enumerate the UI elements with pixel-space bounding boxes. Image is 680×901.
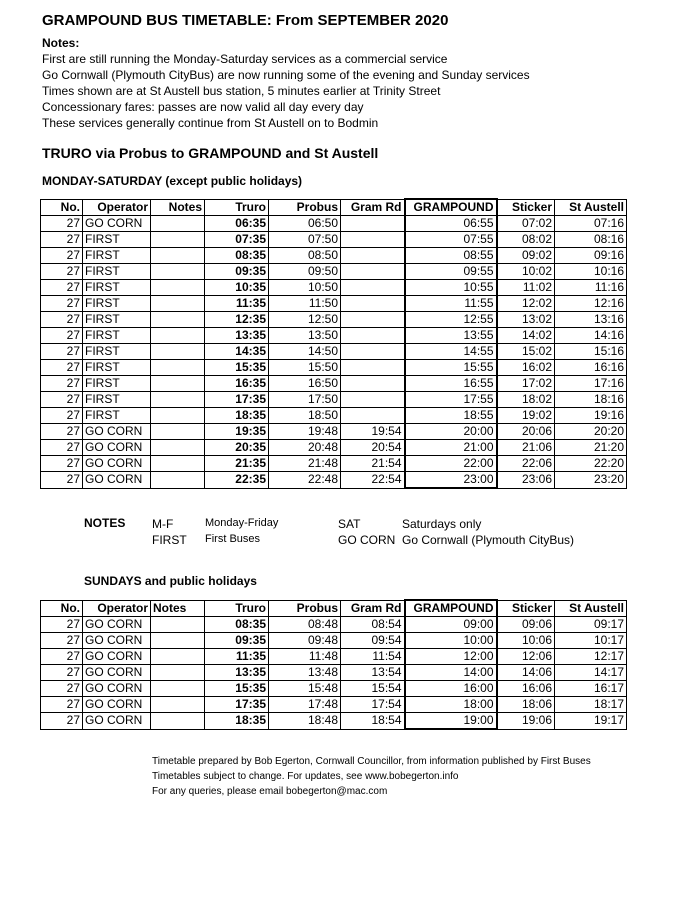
sticker-time-cell: 09:02 xyxy=(497,248,555,264)
footer xyxy=(152,754,591,799)
gram-rd-time-cell: 20:54 xyxy=(341,440,405,456)
st-austell-time-cell: 13:16 xyxy=(555,312,627,328)
operator-cell: FIRST xyxy=(83,280,151,296)
notes-cell xyxy=(151,633,205,649)
operator-cell: GO CORN xyxy=(83,649,151,665)
sticker-time-cell: 14:02 xyxy=(497,328,555,344)
table-row xyxy=(41,649,627,665)
operator-cell: GO CORN xyxy=(83,665,151,681)
col-header-truro: Truro xyxy=(205,600,269,617)
mon-sat-timetable xyxy=(40,198,627,489)
operator-cell: GO CORN xyxy=(83,713,151,730)
st-austell-time-cell: 08:16 xyxy=(555,232,627,248)
probus-time-cell: 16:50 xyxy=(269,376,341,392)
sticker-time-cell: 12:06 xyxy=(497,649,555,665)
truro-time-cell: 07:35 xyxy=(205,232,269,248)
key-desc-first: First Buses xyxy=(205,533,261,545)
route-no-cell: 27 xyxy=(41,312,83,328)
st-austell-time-cell: 10:16 xyxy=(555,264,627,280)
operator-cell: FIRST xyxy=(83,312,151,328)
gram-rd-time-cell: 15:54 xyxy=(341,681,405,697)
table-row xyxy=(41,697,627,713)
route-title: TRURO via Probus to GRAMPOUND and St Austell xyxy=(42,145,379,161)
gram-rd-time-cell xyxy=(341,280,405,296)
table-row xyxy=(41,360,627,376)
route-no-cell: 27 xyxy=(41,681,83,697)
route-no-cell: 27 xyxy=(41,360,83,376)
table-row xyxy=(41,456,627,472)
sticker-time-cell: 10:06 xyxy=(497,633,555,649)
key-code-first: FIRST xyxy=(152,533,187,547)
notes-cell xyxy=(151,649,205,665)
probus-time-cell: 18:50 xyxy=(269,408,341,424)
probus-time-cell: 13:50 xyxy=(269,328,341,344)
table-row xyxy=(41,472,627,489)
gram-rd-time-cell xyxy=(341,216,405,232)
grampound-time-cell: 18:55 xyxy=(405,408,497,424)
operator-cell: GO CORN xyxy=(83,681,151,697)
sticker-time-cell: 15:02 xyxy=(497,344,555,360)
st-austell-time-cell: 09:17 xyxy=(555,617,627,633)
st-austell-time-cell: 14:16 xyxy=(555,328,627,344)
grampound-time-cell: 09:00 xyxy=(405,617,497,633)
operator-cell: GO CORN xyxy=(83,697,151,713)
st-austell-time-cell: 09:16 xyxy=(555,248,627,264)
col-header-truro: Truro xyxy=(205,199,269,216)
key-heading: NOTES xyxy=(84,516,126,530)
route-no-cell: 27 xyxy=(41,456,83,472)
grampound-time-cell: 13:55 xyxy=(405,328,497,344)
route-no-cell: 27 xyxy=(41,617,83,633)
table-row xyxy=(41,440,627,456)
probus-time-cell: 18:48 xyxy=(269,713,341,730)
operator-cell: GO CORN xyxy=(83,617,151,633)
sticker-time-cell: 21:06 xyxy=(497,440,555,456)
grampound-time-cell: 06:55 xyxy=(405,216,497,232)
truro-time-cell: 16:35 xyxy=(205,376,269,392)
grampound-time-cell: 10:55 xyxy=(405,280,497,296)
sticker-time-cell: 10:02 xyxy=(497,264,555,280)
probus-time-cell: 09:50 xyxy=(269,264,341,280)
operator-cell: FIRST xyxy=(83,296,151,312)
table-row xyxy=(41,424,627,440)
notes-heading: Notes: xyxy=(42,36,80,50)
probus-time-cell: 17:50 xyxy=(269,392,341,408)
key-code-gocorn: GO CORN xyxy=(338,533,396,547)
probus-time-cell: 07:50 xyxy=(269,232,341,248)
note-line: Times shown are at St Austell bus station, 5 minutes earlier at Trinity Street xyxy=(42,84,441,98)
grampound-time-cell: 09:55 xyxy=(405,264,497,280)
grampound-time-cell: 12:55 xyxy=(405,312,497,328)
gram-rd-time-cell xyxy=(341,248,405,264)
gram-rd-time-cell xyxy=(341,232,405,248)
note-line: Go Cornwall (Plymouth CityBus) are now running some of the evening and Sunday services xyxy=(42,68,530,82)
gram-rd-time-cell: 08:54 xyxy=(341,617,405,633)
probus-time-cell: 21:48 xyxy=(269,456,341,472)
table-row xyxy=(41,681,627,697)
st-austell-time-cell: 14:17 xyxy=(555,665,627,681)
truro-time-cell: 09:35 xyxy=(205,264,269,280)
operator-cell: FIRST xyxy=(83,360,151,376)
table-row xyxy=(41,633,627,649)
grampound-time-cell: 16:55 xyxy=(405,376,497,392)
col-header-gram-rd: Gram Rd xyxy=(341,600,405,617)
operator-cell: FIRST xyxy=(83,232,151,248)
probus-time-cell: 14:50 xyxy=(269,344,341,360)
sticker-time-cell: 16:02 xyxy=(497,360,555,376)
probus-time-cell: 10:50 xyxy=(269,280,341,296)
probus-time-cell: 09:48 xyxy=(269,633,341,649)
col-header-gram-rd: Gram Rd xyxy=(341,199,405,216)
grampound-time-cell: 19:00 xyxy=(405,713,497,730)
st-austell-time-cell: 21:20 xyxy=(555,440,627,456)
footer-credit: Timetable prepared by Bob Egerton, Cornwall Councillor, from information published by First Buses xyxy=(152,756,591,767)
route-no-cell: 27 xyxy=(41,665,83,681)
probus-time-cell: 11:48 xyxy=(269,649,341,665)
col-header-sticker: Sticker xyxy=(497,199,555,216)
truro-time-cell: 13:35 xyxy=(205,665,269,681)
truro-time-cell: 15:35 xyxy=(205,360,269,376)
st-austell-time-cell: 19:16 xyxy=(555,408,627,424)
route-no-cell: 27 xyxy=(41,264,83,280)
route-no-cell: 27 xyxy=(41,248,83,264)
gram-rd-time-cell: 17:54 xyxy=(341,697,405,713)
gram-rd-time-cell xyxy=(341,264,405,280)
truro-time-cell: 09:35 xyxy=(205,633,269,649)
gram-rd-time-cell: 19:54 xyxy=(341,424,405,440)
mon-sat-heading: MONDAY-SATURDAY (except public holidays) xyxy=(42,174,303,188)
grampound-time-cell: 22:00 xyxy=(405,456,497,472)
truro-time-cell: 10:35 xyxy=(205,280,269,296)
table-row xyxy=(41,713,627,730)
operator-cell: FIRST xyxy=(83,264,151,280)
grampound-time-cell: 11:55 xyxy=(405,296,497,312)
route-no-cell: 27 xyxy=(41,216,83,232)
probus-time-cell: 12:50 xyxy=(269,312,341,328)
truro-time-cell: 21:35 xyxy=(205,456,269,472)
table-row xyxy=(41,264,627,280)
gram-rd-time-cell: 18:54 xyxy=(341,713,405,730)
gram-rd-time-cell: 21:54 xyxy=(341,456,405,472)
grampound-time-cell: 08:55 xyxy=(405,248,497,264)
probus-time-cell: 15:50 xyxy=(269,360,341,376)
st-austell-time-cell: 10:17 xyxy=(555,633,627,649)
notes-cell xyxy=(151,697,205,713)
col-header-grampound: GRAMPOUND xyxy=(405,600,497,617)
gram-rd-time-cell xyxy=(341,360,405,376)
notes-cell xyxy=(151,617,205,633)
table-row xyxy=(41,312,627,328)
route-no-cell: 27 xyxy=(41,328,83,344)
notes-cell xyxy=(151,360,205,376)
notes-cell xyxy=(151,296,205,312)
notes-cell xyxy=(151,376,205,392)
route-no-cell: 27 xyxy=(41,376,83,392)
route-no-cell: 27 xyxy=(41,344,83,360)
col-header-probus: Probus xyxy=(269,199,341,216)
truro-time-cell: 11:35 xyxy=(205,296,269,312)
col-header-probus: Probus xyxy=(269,600,341,617)
header-row xyxy=(41,199,627,216)
col-header-grampound: GRAMPOUND xyxy=(405,199,497,216)
grampound-time-cell: 10:00 xyxy=(405,633,497,649)
table-row xyxy=(41,296,627,312)
notes-cell xyxy=(151,440,205,456)
gram-rd-time-cell xyxy=(341,344,405,360)
grampound-time-cell: 14:00 xyxy=(405,665,497,681)
route-no-cell: 27 xyxy=(41,408,83,424)
operator-cell: FIRST xyxy=(83,376,151,392)
key-desc-gocorn: Go Cornwall (Plymouth CityBus) xyxy=(402,533,575,547)
grampound-time-cell: 15:55 xyxy=(405,360,497,376)
truro-time-cell: 06:35 xyxy=(205,216,269,232)
truro-time-cell: 18:35 xyxy=(205,713,269,730)
gram-rd-time-cell xyxy=(341,376,405,392)
notes-cell xyxy=(151,232,205,248)
sticker-time-cell: 19:06 xyxy=(497,713,555,730)
footer-updates: Timetables subject to change. For updates, see www.bobegerton.info xyxy=(152,771,459,782)
route-no-cell: 27 xyxy=(41,424,83,440)
st-austell-time-cell: 17:16 xyxy=(555,376,627,392)
st-austell-time-cell: 16:16 xyxy=(555,360,627,376)
header-row xyxy=(41,600,627,617)
notes-cell xyxy=(151,408,205,424)
notes-cell xyxy=(151,424,205,440)
sticker-time-cell: 14:06 xyxy=(497,665,555,681)
col-header-no: No. xyxy=(41,199,83,216)
notes-cell xyxy=(151,312,205,328)
table-row xyxy=(41,392,627,408)
route-no-cell: 27 xyxy=(41,280,83,296)
table-row xyxy=(41,232,627,248)
table-row xyxy=(41,617,627,633)
probus-time-cell: 17:48 xyxy=(269,697,341,713)
st-austell-time-cell: 23:20 xyxy=(555,472,627,489)
sticker-time-cell: 17:02 xyxy=(497,376,555,392)
probus-time-cell: 06:50 xyxy=(269,216,341,232)
notes-cell xyxy=(151,456,205,472)
st-austell-time-cell: 18:17 xyxy=(555,697,627,713)
table-row xyxy=(41,280,627,296)
sticker-time-cell: 09:06 xyxy=(497,617,555,633)
notes-cell xyxy=(151,280,205,296)
key-desc-sat: Saturdays only xyxy=(402,517,482,531)
operator-cell: GO CORN xyxy=(83,633,151,649)
notes-cell xyxy=(151,216,205,232)
sunday-heading: SUNDAYS and public holidays xyxy=(84,574,257,588)
key-code-mf: M-F xyxy=(152,517,174,531)
key-code-sat: SAT xyxy=(338,517,361,531)
grampound-time-cell: 21:00 xyxy=(405,440,497,456)
sticker-time-cell: 07:02 xyxy=(497,216,555,232)
route-no-cell: 27 xyxy=(41,392,83,408)
sticker-time-cell: 20:06 xyxy=(497,424,555,440)
operator-cell: GO CORN xyxy=(83,216,151,232)
gram-rd-time-cell xyxy=(341,312,405,328)
col-header-sticker: Sticker xyxy=(497,600,555,617)
st-austell-time-cell: 16:17 xyxy=(555,681,627,697)
truro-time-cell: 15:35 xyxy=(205,681,269,697)
gram-rd-time-cell: 11:54 xyxy=(341,649,405,665)
gram-rd-time-cell xyxy=(341,392,405,408)
sticker-time-cell: 08:02 xyxy=(497,232,555,248)
operator-cell: FIRST xyxy=(83,408,151,424)
st-austell-time-cell: 11:16 xyxy=(555,280,627,296)
table-row xyxy=(41,328,627,344)
truro-time-cell: 12:35 xyxy=(205,312,269,328)
truro-time-cell: 22:35 xyxy=(205,472,269,489)
operator-cell: FIRST xyxy=(83,328,151,344)
gram-rd-time-cell: 22:54 xyxy=(341,472,405,489)
gram-rd-time-cell xyxy=(341,296,405,312)
table-row xyxy=(41,665,627,681)
col-header-st-austell: St Austell xyxy=(555,600,627,617)
probus-time-cell: 08:50 xyxy=(269,248,341,264)
sticker-time-cell: 19:02 xyxy=(497,408,555,424)
truro-time-cell: 17:35 xyxy=(205,697,269,713)
page-title: GRAMPOUND BUS TIMETABLE: From SEPTEMBER 2020 xyxy=(42,12,449,29)
sticker-time-cell: 18:02 xyxy=(497,392,555,408)
col-header-notes: Notes xyxy=(151,600,205,617)
note-line: These services generally continue from St Austell on to Bodmin xyxy=(42,116,379,130)
truro-time-cell: 17:35 xyxy=(205,392,269,408)
grampound-time-cell: 16:00 xyxy=(405,681,497,697)
route-no-cell: 27 xyxy=(41,713,83,730)
col-header-notes: Notes xyxy=(151,199,205,216)
grampound-time-cell: 14:55 xyxy=(405,344,497,360)
notes-list xyxy=(42,51,530,131)
table-row xyxy=(41,216,627,232)
truro-time-cell: 14:35 xyxy=(205,344,269,360)
sticker-time-cell: 18:06 xyxy=(497,697,555,713)
sticker-time-cell: 22:06 xyxy=(497,456,555,472)
probus-time-cell: 22:48 xyxy=(269,472,341,489)
operator-cell: GO CORN xyxy=(83,456,151,472)
probus-time-cell: 11:50 xyxy=(269,296,341,312)
operator-cell: FIRST xyxy=(83,344,151,360)
notes-cell xyxy=(151,264,205,280)
operator-cell: FIRST xyxy=(83,248,151,264)
st-austell-time-cell: 12:17 xyxy=(555,649,627,665)
sticker-time-cell: 16:06 xyxy=(497,681,555,697)
sticker-time-cell: 11:02 xyxy=(497,280,555,296)
key-desc-mf: Monday-Friday xyxy=(205,517,279,529)
grampound-time-cell: 20:00 xyxy=(405,424,497,440)
operator-cell: GO CORN xyxy=(83,440,151,456)
gram-rd-time-cell: 09:54 xyxy=(341,633,405,649)
notes-cell xyxy=(151,665,205,681)
notes-cell xyxy=(151,472,205,489)
route-no-cell: 27 xyxy=(41,697,83,713)
notes-cell xyxy=(151,344,205,360)
note-line: First are still running the Monday-Saturday services as a commercial service xyxy=(42,52,448,66)
probus-time-cell: 19:48 xyxy=(269,424,341,440)
route-no-cell: 27 xyxy=(41,649,83,665)
sticker-time-cell: 13:02 xyxy=(497,312,555,328)
st-austell-time-cell: 20:20 xyxy=(555,424,627,440)
gram-rd-time-cell xyxy=(341,328,405,344)
truro-time-cell: 08:35 xyxy=(205,248,269,264)
sticker-time-cell: 23:06 xyxy=(497,472,555,489)
st-austell-time-cell: 12:16 xyxy=(555,296,627,312)
notes-cell xyxy=(151,248,205,264)
st-austell-time-cell: 15:16 xyxy=(555,344,627,360)
note-line: Concessionary fares: passes are now valid all day every day xyxy=(42,100,364,114)
route-no-cell: 27 xyxy=(41,633,83,649)
route-no-cell: 27 xyxy=(41,472,83,489)
grampound-time-cell: 23:00 xyxy=(405,472,497,489)
probus-time-cell: 20:48 xyxy=(269,440,341,456)
col-header-operator: Operator xyxy=(83,199,151,216)
notes-cell xyxy=(151,392,205,408)
truro-time-cell: 08:35 xyxy=(205,617,269,633)
col-header-st-austell: St Austell xyxy=(555,199,627,216)
sticker-time-cell: 12:02 xyxy=(497,296,555,312)
table-row xyxy=(41,344,627,360)
route-no-cell: 27 xyxy=(41,232,83,248)
truro-time-cell: 19:35 xyxy=(205,424,269,440)
route-no-cell: 27 xyxy=(41,296,83,312)
notes-cell xyxy=(151,328,205,344)
probus-time-cell: 15:48 xyxy=(269,681,341,697)
col-header-no: No. xyxy=(41,600,83,617)
truro-time-cell: 13:35 xyxy=(205,328,269,344)
operator-cell: GO CORN xyxy=(83,424,151,440)
grampound-time-cell: 12:00 xyxy=(405,649,497,665)
operator-cell: FIRST xyxy=(83,392,151,408)
notes-cell xyxy=(151,681,205,697)
gram-rd-time-cell: 13:54 xyxy=(341,665,405,681)
st-austell-time-cell: 22:20 xyxy=(555,456,627,472)
notes-cell xyxy=(151,713,205,730)
truro-time-cell: 18:35 xyxy=(205,408,269,424)
col-header-operator: Operator xyxy=(83,600,151,617)
operator-cell: GO CORN xyxy=(83,472,151,489)
grampound-time-cell: 07:55 xyxy=(405,232,497,248)
st-austell-time-cell: 18:16 xyxy=(555,392,627,408)
truro-time-cell: 20:35 xyxy=(205,440,269,456)
gram-rd-time-cell xyxy=(341,408,405,424)
st-austell-time-cell: 19:17 xyxy=(555,713,627,730)
table-row xyxy=(41,376,627,392)
probus-time-cell: 13:48 xyxy=(269,665,341,681)
probus-time-cell: 08:48 xyxy=(269,617,341,633)
route-no-cell: 27 xyxy=(41,440,83,456)
truro-time-cell: 11:35 xyxy=(205,649,269,665)
table-row xyxy=(41,248,627,264)
grampound-time-cell: 17:55 xyxy=(405,392,497,408)
sunday-timetable xyxy=(40,599,627,730)
st-austell-time-cell: 07:16 xyxy=(555,216,627,232)
grampound-time-cell: 18:00 xyxy=(405,697,497,713)
footer-contact: For any queries, please email bobegerton@mac.com xyxy=(152,786,388,797)
table-row xyxy=(41,408,627,424)
